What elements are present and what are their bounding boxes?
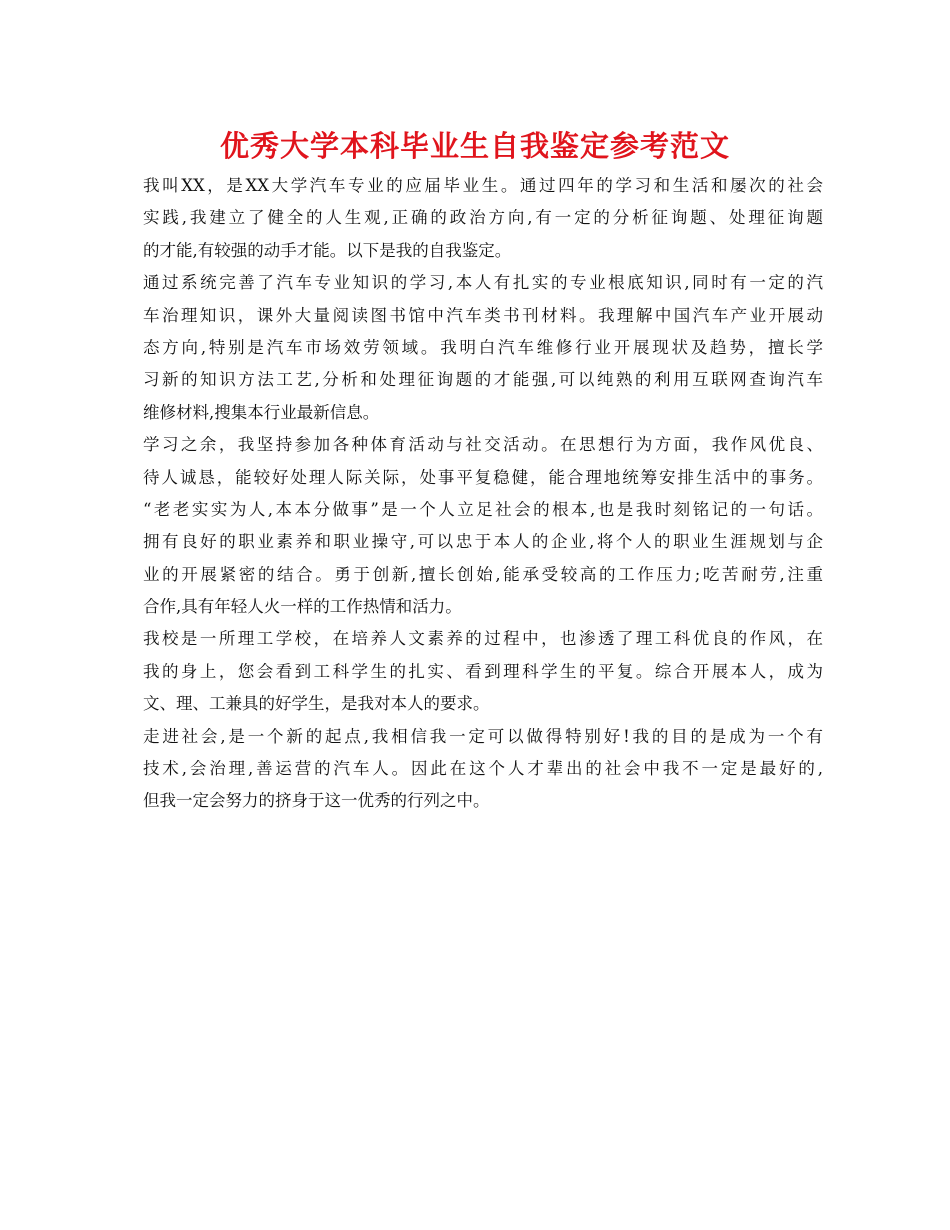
text-line: 通过系统完善了汽车专业知识的学习,本人有扎实的专业根底知识,同时有一定的汽 <box>143 273 823 293</box>
text-line: 的才能,有较强的动手才能。以下是我的自我鉴定。 <box>143 240 512 260</box>
text-line: 习新的知识方法工艺,分析和处理征询题的才能强,可以纯熟的利用互联网查询汽车 <box>143 370 823 390</box>
document-title: 优秀大学本科毕业生自我鉴定参考范文 <box>219 129 730 163</box>
text-line: 业的开展紧密的结合。勇于创新,擅长创始,能承受较高的工作压力;吃苦耐劳,注重 <box>143 564 823 584</box>
document-body <box>143 170 823 818</box>
text-line: 合作,具有年轻人火一样的工作热情和活力。 <box>143 597 462 617</box>
text-line: “老老实实为人,本本分做事”是一个人立足社会的根本,也是我时刻铭记的一句话。 <box>143 499 823 519</box>
text-line: 待人诚恳，能较好处理人际关际，处事平复稳健，能合理地统筹安排生活中的事务。 <box>143 467 823 487</box>
text-line: 维修材料,搜集本行业最新信息。 <box>143 402 380 422</box>
text-line: 实践,我建立了健全的人生观,正确的政治方向,有一定的分析征询题、处理征询题 <box>143 208 823 228</box>
text-line: 走进社会,是一个新的起点,我相信我一定可以做得特别好!我的目的是成为一个有 <box>143 726 823 746</box>
text-line: 我校是一所理工学校，在培养人文素养的过程中，也渗透了理工科优良的作风，在 <box>143 629 823 649</box>
text-line: 态方向,特别是汽车市场效劳领域。我明白汽车维修行业开展现状及趋势，擅长学 <box>143 337 823 357</box>
text-line: 我的身上，您会看到工科学生的扎实、看到理科学生的平复。综合开展本人，成为 <box>143 661 823 681</box>
text-line: 我叫XX，是XX大学汽车专业的应届毕业生。通过四年的学习和生活和屡次的社会 <box>143 176 823 195</box>
text-line: 学习之余，我坚持参加各种体育活动与社交活动。在思想行为方面，我作风优良、 <box>143 435 823 455</box>
text-line: 拥有良好的职业素养和职业操守,可以忠于本人的企业,将个人的职业生涯规划与企 <box>143 532 823 552</box>
text-line: 车治理知识，课外大量阅读图书馆中汽车类书刊材料。我理解中国汽车产业开展动 <box>143 305 823 325</box>
text-line: 但我一定会努力的挤身于这一优秀的行列之中。 <box>143 791 490 811</box>
text-line: 文、理、工兼具的好学生，是我对本人的要求。 <box>143 694 490 714</box>
text-line: 技术,会治理,善运营的汽车人。因此在这个人才辈出的社会中我不一定是最好的, <box>143 759 823 779</box>
